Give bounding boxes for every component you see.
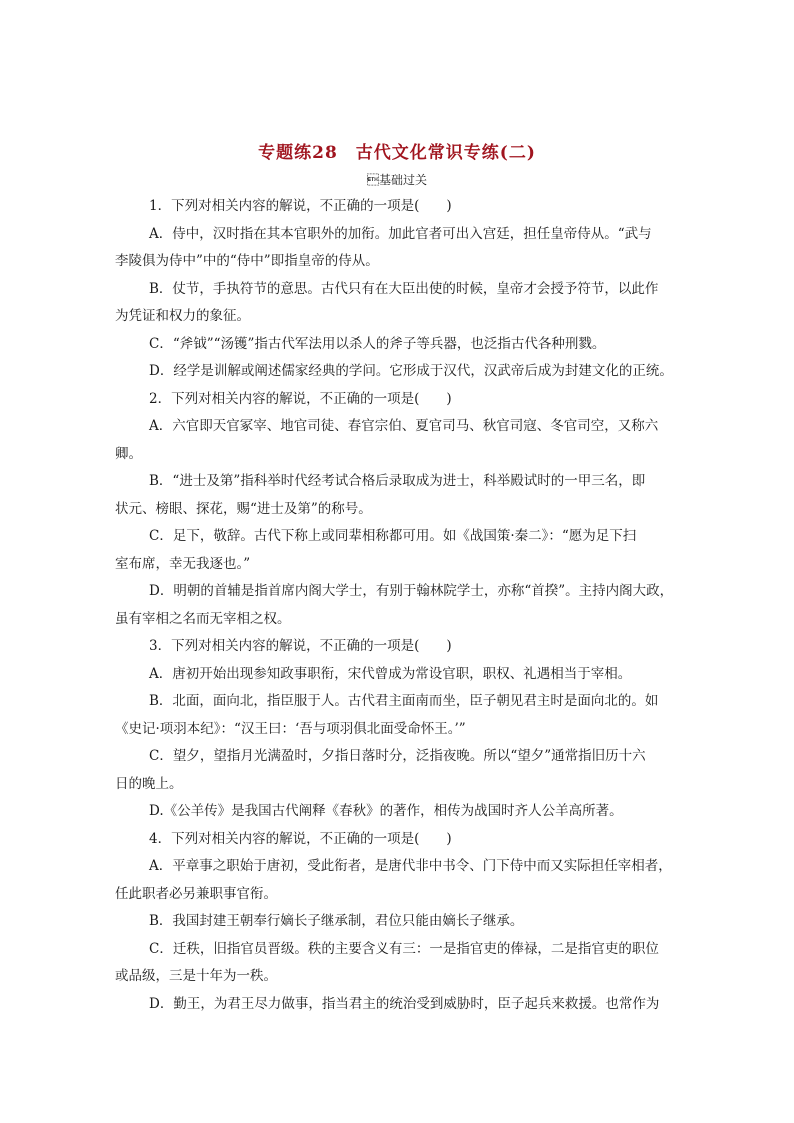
text-line: 虽有宰相之名而无宰相之权。 [115,610,291,627]
text-line: 4．下列对相关内容的解说，不正确的一项是( ) [149,830,452,847]
text-line: C．足下，敬辞。古代下称上或同辈相称都可用。如《战国策·秦二》：“愿为足下扫 [149,528,637,544]
text-line: C．迁秩，旧指官员晋级。秩的主要含义有三：一是指官吏的俸禄，二是指官吏的职位 [149,940,659,957]
text-line: 任此职者必另兼职事官衔。 [115,885,277,902]
text-line: 李陵俱为侍中”中的“侍中”即指皇帝的侍从。 [115,253,379,269]
text-line: 日的晚上。 [115,775,183,792]
text-line: B．“进士及第”指科举时代经考试合格后录取成为进士，科举殿试时的一甲三名，即 [149,473,646,489]
text-line: 《史记·项羽本纪》：“汉王曰：‘吾与项羽俱北面受命怀王。’” [115,720,466,737]
section-heading: 基础过关 [366,173,427,187]
text-line: A．平章事之职始于唐初，受此衔者，是唐代非中书令、门下侍中而又实际担任宰相者， [149,858,672,874]
text-line: 卿。 [115,445,142,462]
document-body [115,193,682,1018]
text-line: D．经学是训解或阐述儒家经典的学问。它形成于汉代，汉武帝后成为封建文化的正统。 [149,363,673,379]
text-line: B．我国封建王朝奉行嫡长子继承制，君位只能由嫡长子继承。 [149,913,524,929]
text-line: C．望夕，望指月光满盈时，夕指日落时分，泛指夜晚。所以“望夕”通常指旧历十六 [149,748,646,764]
text-line: 1．下列对相关内容的解说，不正确的一项是( ) [149,198,452,214]
text-line: D．明朝的首辅是指首席内阁大学士，有别于翰林院学士，亦称“首揆”。主持内阁大政， [149,583,674,599]
text-line: 2．下列对相关内容的解说，不正确的一项是( ) [149,390,452,407]
text-line: B．仗节，手执符节的意思。古代只有在大臣出使的时候，皇帝才会授予符节，以此作 [149,280,659,297]
page-title: 专题练28 古代文化常识专练(二) [258,143,536,163]
text-line: 为凭证和权力的象征。 [115,308,250,324]
text-line: B．北面，面向北，指臣服于人。古代君主面南而坐，臣子朝见君主时是面向北的。如 [149,693,659,709]
text-line: 状元、榜眼、探花，赐“进士及第”的称号。 [115,500,372,517]
text-line: A．六官即天官冢宰、地官司徒、春官宗伯、夏官司马、秋官司寇、冬官司空，又称六 [149,418,659,434]
text-line: A．侍中，汉时指在其本官职外的加衔。加此官者可出入宫廷，担任皇帝侍从。“武与 [149,225,652,242]
text-line: D．勤王，为君王尽力做事，指当君主的统治受到威胁时，臣子起兵来救援。也常作为 [149,995,660,1012]
text-line: 室布席，幸无我逐也。” [115,555,251,572]
text-line: A．唐初开始出现参知政事职衔，宋代曾成为常设官职，职权、礼遇相当于宰相。 [149,665,632,682]
text-line: 或品级，三是十年为一秩。 [115,968,277,984]
text-line: D.《公羊传》是我国古代阐释《春秋》的著作，相传为战国时齐人公羊高所著。 [149,803,623,819]
text-line: C．“斧钺”“汤镬”指古代军法用以杀人的斧子等兵器，也泛指古代各种刑戮。 [149,335,606,352]
text-line: 3．下列对相关内容的解说，不正确的一项是( ) [149,638,452,654]
